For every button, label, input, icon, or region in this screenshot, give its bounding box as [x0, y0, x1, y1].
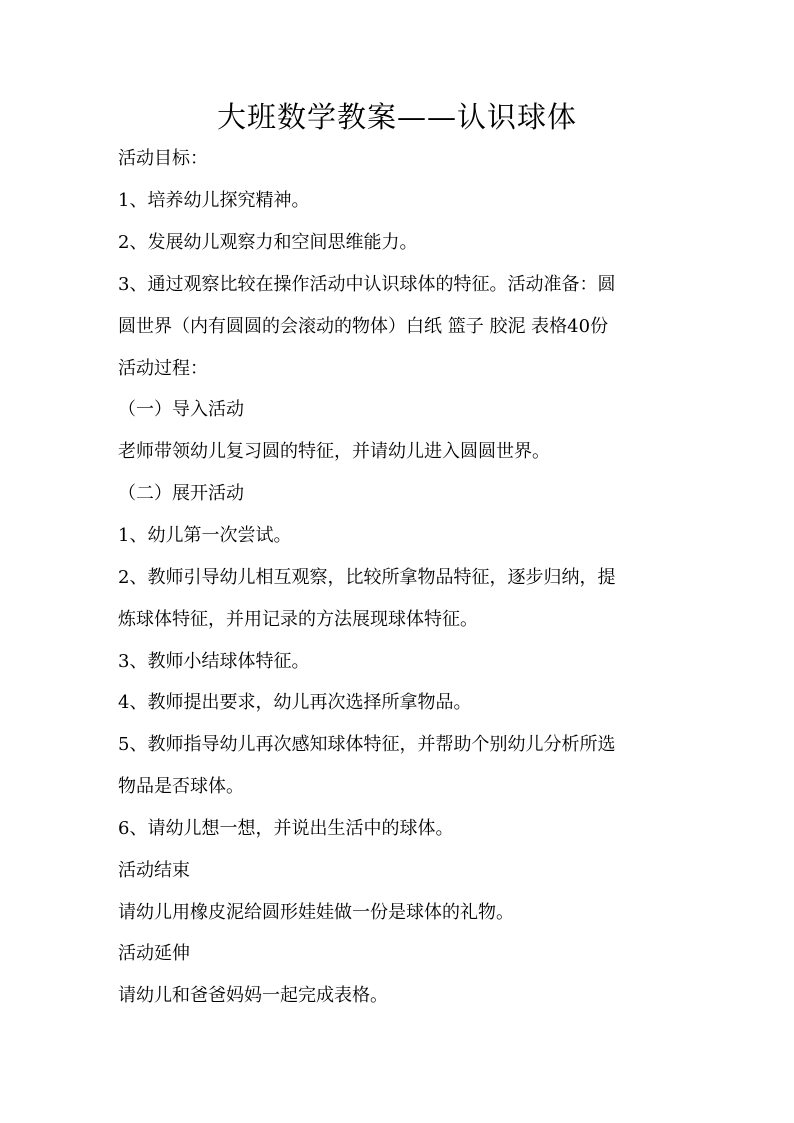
- step-item-3: 3、教师小结球体特征。: [118, 651, 310, 672]
- step-item-2: 2、教师引导幼儿相互观察，比较所拿物品特征，逐步归纳，提: [118, 567, 616, 588]
- paragraph-line: 请幼儿用橡皮泥给圆形娃娃做一份是球体的礼物。: [118, 902, 514, 923]
- section-heading-process: 活动过程：: [118, 358, 208, 379]
- goal-item-1: 1、培养幼儿探究精神。: [118, 190, 310, 211]
- paragraph-line: 老师带领幼儿复习圆的特征，并请幼儿进入圆圆世界。: [118, 441, 550, 462]
- goal-item-3: 3、通过观察比较在操作活动中认识球体的特征。活动准备：圆: [118, 274, 616, 295]
- step-item-1: 1、幼儿第一次尝试。: [118, 525, 292, 546]
- section-heading-extension: 活动延伸: [118, 943, 190, 964]
- step-item-5: 5、教师指导幼儿再次感知球体特征，并帮助个别幼儿分析所选: [118, 734, 616, 755]
- step-item-4: 4、教师提出要求，幼儿再次选择所拿物品。: [118, 692, 472, 713]
- preparation-line: 圆世界（内有圆圆的会滚动的物体）白纸 篮子 胶泥 表格40份: [118, 316, 609, 337]
- step-item-2-continued: 炼球体特征，并用记录的方法展现球体特征。: [118, 609, 478, 630]
- document-title: 大班数学教案——认识球体: [216, 100, 577, 134]
- subsection-heading-intro: （一）导入活动: [118, 399, 244, 420]
- step-item-6: 6、请幼儿想一想，并说出生活中的球体。: [118, 818, 454, 839]
- section-heading-goals: 活动目标：: [118, 148, 208, 169]
- paragraph-line: 请幼儿和爸爸妈妈一起完成表格。: [118, 985, 388, 1006]
- subsection-heading-develop: （二）展开活动: [118, 483, 244, 504]
- step-item-5-continued: 物品是否球体。: [118, 776, 244, 797]
- goal-item-2: 2、发展幼儿观察力和空间思维能力。: [118, 232, 418, 253]
- section-heading-end: 活动结束: [118, 860, 190, 881]
